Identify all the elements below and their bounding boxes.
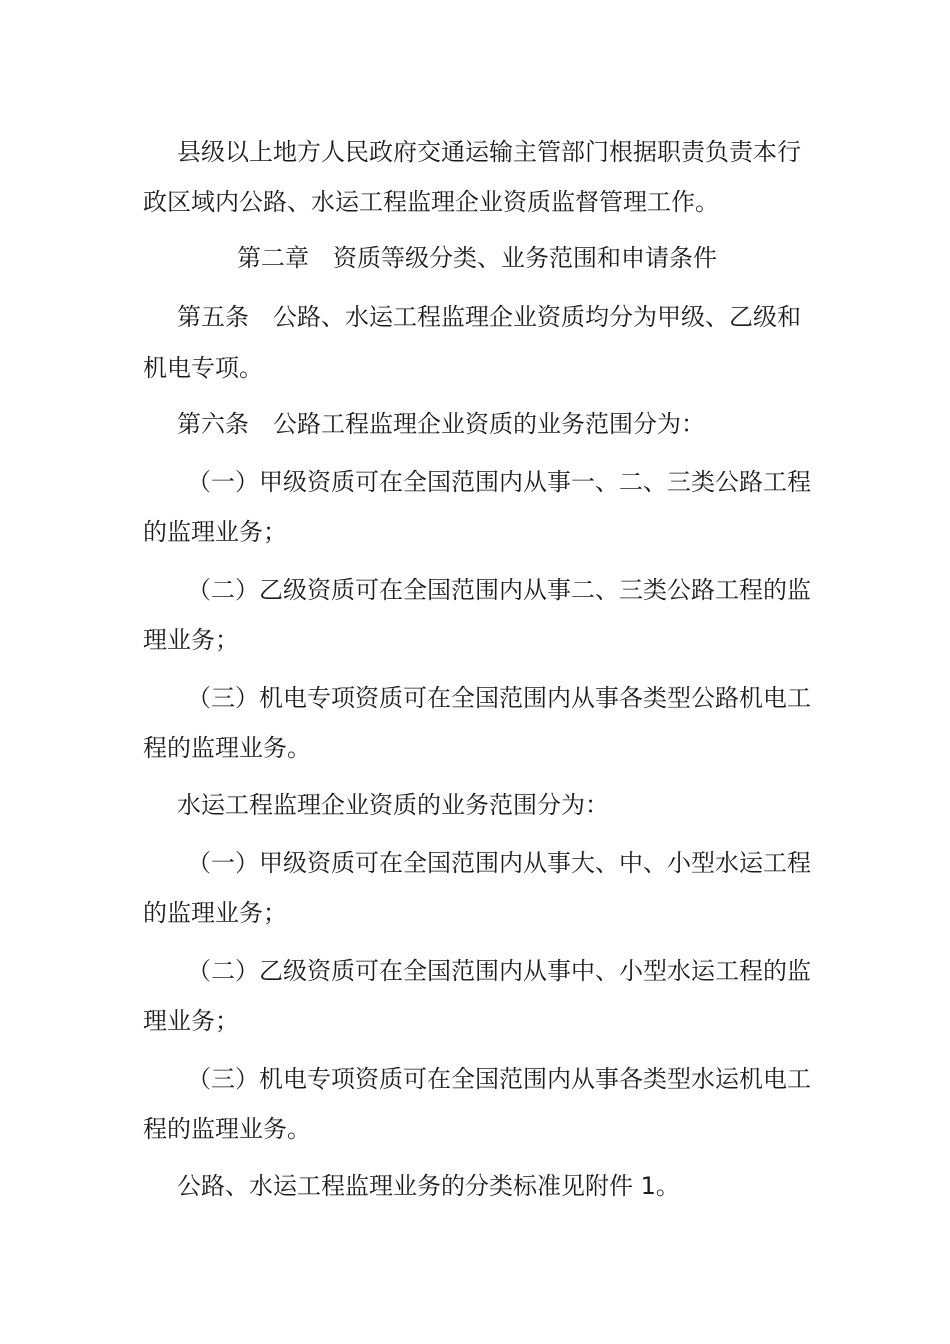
paragraph-1-line-1: 县级以上地方人民政府交通运输主管部门根据职责负责本行	[177, 138, 801, 166]
chapter-heading: 第二章 资质等级分类、业务范围和申请条件	[237, 244, 717, 272]
waterway-item-3-line-1: （三）机电专项资质可在全国范围内从事各类型水运机电工	[187, 1065, 811, 1093]
waterway-item-2-line-2: 理业务；	[143, 1007, 239, 1035]
article-6-line-1: 第六条 公路工程监理企业资质的业务范围分为：	[177, 410, 705, 438]
highway-item-2-line-1: （二）乙级资质可在全国范围内从事二、三类公路工程的监	[187, 576, 811, 604]
article-5-line-2: 机电专项。	[143, 354, 263, 382]
waterway-scope-intro: 水运工程监理企业资质的业务范围分为：	[177, 791, 609, 819]
highway-item-1-line-1: （一）甲级资质可在全国范围内从事一、二、三类公路工程	[187, 468, 811, 496]
waterway-item-1-line-2: 的监理业务；	[143, 899, 287, 927]
waterway-item-1-line-1: （一）甲级资质可在全国范围内从事大、中、小型水运工程	[187, 849, 811, 877]
waterway-item-3-line-2: 程的监理业务。	[143, 1115, 311, 1143]
paragraph-1-line-2: 政区域内公路、水运工程监理企业资质监督管理工作。	[143, 188, 719, 216]
highway-item-2-line-2: 理业务；	[143, 626, 239, 654]
waterway-item-2-line-1: （二）乙级资质可在全国范围内从事中、小型水运工程的监	[187, 957, 811, 985]
article-5-line-1: 第五条 公路、水运工程监理企业资质均分为甲级、乙级和	[177, 303, 801, 331]
classification-note: 公路、水运工程监理业务的分类标准见附件 1。	[177, 1172, 680, 1200]
highway-item-1-line-2: 的监理业务；	[143, 518, 287, 546]
highway-item-3-line-2: 程的监理业务。	[143, 734, 311, 762]
highway-item-3-line-1: （三）机电专项资质可在全国范围内从事各类型公路机电工	[187, 684, 811, 712]
